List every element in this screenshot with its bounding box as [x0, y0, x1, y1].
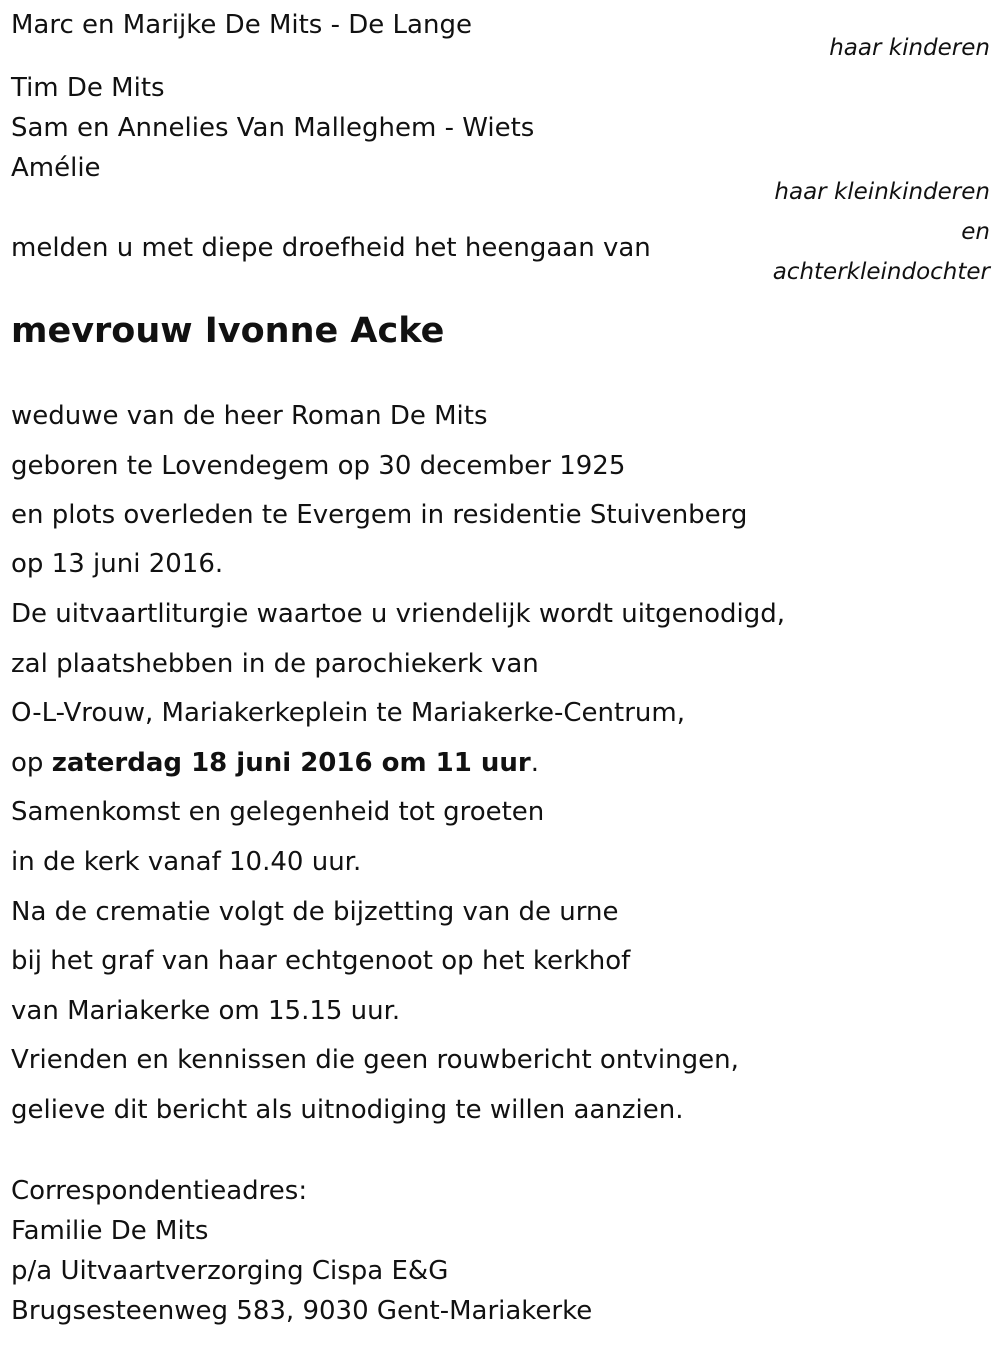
body-line: Samenkomst en gelegenheid tot groeten	[11, 797, 545, 827]
great-grandchild-label: achterkleindochter	[772, 259, 990, 285]
body-line: gelieve dit bericht als uitnodiging te willen aanzien.	[11, 1095, 684, 1125]
announcement: melden u met diepe droefheid het heengaan van	[11, 233, 651, 263]
correspondence-line: Brugsesteenweg 583, 9030 Gent-Mariakerke	[11, 1296, 593, 1326]
correspondence-line: Familie De Mits	[11, 1216, 209, 1246]
grandchild-line: Sam en Annelies Van Malleghem - Wiets	[11, 113, 535, 143]
body-line: en plots overleden te Evergem in residentie Stuivenberg	[11, 500, 748, 530]
grandchild-line: Tim De Mits	[11, 73, 165, 103]
body-line: van Mariakerke om 15.15 uur.	[11, 996, 401, 1026]
body-line: geboren te Lovendegem op 30 december 1925	[11, 451, 626, 481]
body-line: in de kerk vanaf 10.40 uur.	[11, 847, 362, 877]
children-names: Marc en Marijke De Mits - De Lange	[11, 10, 472, 40]
grandchild-line: Amélie	[11, 153, 101, 183]
body-line: zal plaatshebben in de parochiekerk van	[11, 649, 539, 679]
service-suffix: .	[530, 748, 539, 778]
correspondence-label: Correspondentieadres:	[11, 1176, 308, 1206]
children-label: haar kinderen	[829, 35, 990, 61]
body-line: De uitvaartliturgie waartoe u vriendelijk wordt uitgenodigd,	[11, 599, 785, 629]
body-line: Vrienden en kennissen die geen rouwbericht ontvingen,	[11, 1045, 739, 1075]
body-line: op 13 juni 2016.	[11, 549, 224, 579]
service-prefix: op	[11, 748, 52, 778]
body-line: O-L-Vrouw, Mariakerkeplein te Mariakerke-Centrum,	[11, 698, 685, 728]
grandchildren-label: haar kleinkinderen	[774, 179, 990, 205]
body-line: weduwe van de heer Roman De Mits	[11, 401, 488, 431]
deceased-name: mevrouw Ivonne Acke	[11, 311, 445, 351]
service-date-line	[11, 747, 539, 779]
service-date: zaterdag 18 juni 2016 om 11 uur	[51, 748, 531, 778]
grandchildren-label-and: en	[961, 219, 990, 245]
correspondence-line: p/a Uitvaartverzorging Cispa E&G	[11, 1256, 449, 1286]
body-line: bij het graf van haar echtgenoot op het kerkhof	[11, 946, 631, 976]
body-line: Na de crematie volgt de bijzetting van de urne	[11, 897, 619, 927]
